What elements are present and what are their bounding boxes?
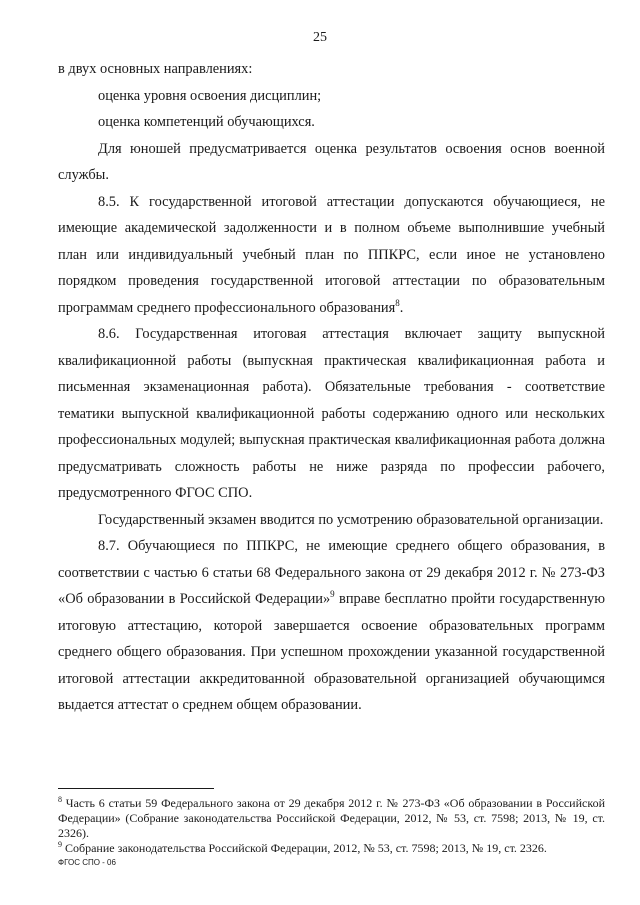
paragraph-8-7-text-b: вправе бесплатно пройти государственную итоговую аттестацию, которой завершается освоение образовательных программ среднего общего образования. При успешном прохождении указанной государственной итоговой аттестации аккредитованной образовательной организацией обучающимся выдается аттестат о среднем общем образовании. — [58, 591, 605, 713]
paragraph-8-5-end: . — [399, 299, 404, 316]
list-item: оценка уровня освоения дисциплин; — [98, 87, 322, 104]
footnote-text: Собрание законодательства Российской Федерации, 2012, № 53, ст. 7598; 2013, № 19, ст. 2326. — [62, 841, 547, 855]
footnote-marker: 8 — [58, 795, 62, 804]
footnote-ref-9: 9 — [330, 589, 335, 600]
footnotes — [58, 796, 605, 856]
paragraph-8-7-text-a: 8.7. Обучающиеся по ППКРС, не имеющие среднего общего образования, в соответствии с частью 6 статьи 68 Федерального закона от 29 декабря 2012 г. № 273-ФЗ «Об образовании в Российской Федерации» — [58, 538, 605, 607]
paragraph-8-7 — [58, 533, 605, 719]
footnote-separator — [58, 788, 214, 789]
paragraph-state-exam: Государственный экзамен вводится по усмотрению образовательной организации. — [98, 511, 604, 528]
intro-line: в двух основных направлениях: — [58, 61, 253, 77]
footnote-marker: 9 — [58, 840, 62, 849]
document-body — [58, 56, 605, 719]
page-number: 25 — [313, 30, 327, 45]
footnote-text: Часть 6 статьи 59 Федерального закона от 29 декабря 2012 г. № 273-ФЗ «Об образовании в Российской Федерации» (Собрание законодательства Российской Федерации, 2012, № 53, ст. 7598; 2013, № 19, ст. 2326). — [58, 796, 605, 840]
list-item: оценка компетенций обучающихся. — [98, 114, 315, 130]
paragraph-military-service: Для юношей предусматривается оценка результатов освоения основ военной службы. — [58, 140, 605, 183]
footnote-8 — [58, 796, 605, 841]
paragraph-8-5 — [58, 189, 605, 322]
paragraph-8-6: 8.6. Государственная итоговая аттестация включает защиту выпускной квалификационной работы (выпускная практическая квалификационная работа и письменная экзаменационная работа). Обязательные требования - соответствие тематики выпускной квалификационной работы содержанию одного или нескольких профессиональных модулей; выпускная практическая квалификационная работа должна предусматривать сложность работы не ниже разряда по профессии рабочего, предусмотренного ФГОС СПО. — [58, 326, 605, 501]
paragraph-8-5-text: 8.5. К государственной итоговой аттестации допускаются обучающиеся, не имеющие академической задолженности и в полном объеме выполнившие учебный план или индивидуальный учебный план по ППКРС, если иное не установлено порядком проведения государственной итоговой аттестации по образовательным программам среднего профессионального образования — [58, 193, 605, 316]
document-code: ФГОС СПО - 06 — [58, 858, 116, 867]
footnote-ref-8: 8 — [395, 297, 400, 308]
footnote-9 — [58, 841, 605, 856]
